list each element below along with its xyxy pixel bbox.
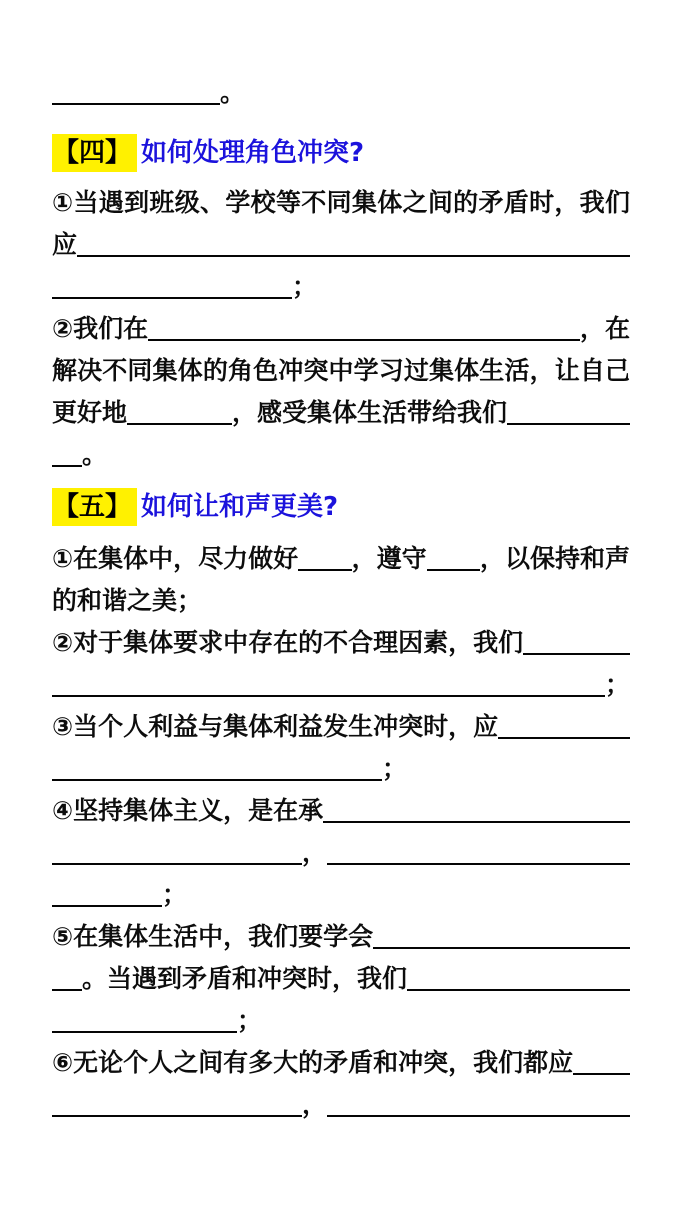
line-text: ， — [302, 838, 328, 867]
line-text: 应 — [52, 230, 78, 259]
line-text: ①当遇到班级、学校等不同集体之间的矛盾时，我们 — [52, 188, 630, 217]
section-tag-highlight: 【四】 — [52, 134, 137, 172]
section-header-4 — [52, 134, 630, 172]
fill-in-line — [52, 662, 630, 704]
blank-underline — [52, 863, 302, 865]
line-text: ，以保持和声 — [480, 544, 631, 573]
fill-in-line — [52, 432, 630, 474]
blank-underline — [52, 297, 292, 299]
line-text: 解决不同集体的角色冲突中学习过集体生活，让自己 — [52, 356, 630, 385]
section-tag-highlight: 【五】 — [52, 488, 137, 526]
section-title: 如何让和声更美? — [141, 492, 339, 522]
fill-in-line — [52, 1040, 630, 1082]
line-text: ③当个人利益与集体利益发生冲突时，应 — [52, 712, 499, 741]
blank-underline — [323, 821, 630, 823]
blank-underline — [407, 989, 630, 991]
fill-in-line — [52, 536, 630, 578]
blank-underline — [127, 423, 232, 425]
blank-underline — [52, 103, 220, 105]
blank-underline — [498, 737, 630, 739]
blank-underline — [77, 255, 630, 257]
fill-in-line — [52, 956, 630, 998]
line-text: ； — [382, 754, 408, 783]
fill-in-line — [52, 872, 630, 914]
blank-underline — [52, 779, 382, 781]
blank-underline — [507, 423, 630, 425]
fill-in-line — [52, 914, 630, 956]
line-text: 。当遇到矛盾和冲突时，我们 — [82, 964, 408, 993]
line-text: ②我们在 — [52, 314, 149, 343]
fill-in-line — [52, 578, 630, 620]
line-text: ⑥无论个人之间有多大的矛盾和冲突，我们都应 — [52, 1048, 574, 1077]
fill-in-line — [52, 830, 630, 872]
line-text: ； — [162, 880, 188, 909]
line-text: ，在 — [579, 314, 630, 343]
fill-in-line — [52, 390, 630, 432]
fill-in-line — [52, 306, 630, 348]
section-header-5 — [52, 488, 630, 526]
line-text: ； — [237, 1006, 263, 1035]
fill-in-line — [52, 620, 630, 662]
fill-in-line — [52, 348, 630, 390]
line-text: 的和谐之美； — [52, 586, 203, 615]
line-text: 。 — [220, 78, 246, 107]
blank-underline — [52, 1115, 302, 1117]
blank-underline — [52, 695, 605, 697]
line-text: ②对于集体要求中存在的不合理因素，我们 — [52, 628, 524, 657]
line-text: ①在集体中，尽力做好 — [52, 544, 299, 573]
blank-underline — [298, 569, 351, 571]
blank-underline — [52, 1031, 237, 1033]
blank-underline — [523, 653, 630, 655]
blank-underline — [148, 339, 580, 341]
line-text: ④坚持集体主义，是在承 — [52, 796, 324, 825]
line-text: ，感受集体生活带给我们 — [232, 398, 508, 427]
fill-in-line — [52, 788, 630, 830]
line-text: ， — [302, 1090, 328, 1119]
line-text: ； — [604, 670, 630, 699]
fill-in-line — [52, 1082, 630, 1124]
line-text: 更好地 — [52, 398, 128, 427]
line-text: ，遵守 — [351, 544, 427, 573]
intro-line-block — [52, 70, 630, 112]
fill-in-line — [52, 264, 630, 306]
line-text: ； — [292, 272, 318, 301]
section-4-body — [52, 180, 630, 474]
fill-in-line — [52, 70, 630, 112]
fill-in-line — [52, 746, 630, 788]
blank-underline — [52, 989, 82, 991]
blank-underline — [573, 1073, 630, 1075]
fill-in-line — [52, 998, 630, 1040]
section-title: 如何处理角色冲突? — [141, 138, 365, 168]
blank-underline — [373, 947, 630, 949]
line-text: ⑤在集体生活中，我们要学会 — [52, 922, 374, 951]
blank-underline — [52, 905, 162, 907]
fill-in-line — [52, 704, 630, 746]
fill-in-line — [52, 180, 630, 222]
blank-underline — [327, 1115, 630, 1117]
blank-underline — [327, 863, 630, 865]
fill-in-line — [52, 222, 630, 264]
blank-underline — [427, 569, 480, 571]
blank-underline — [52, 465, 82, 467]
line-text: 。 — [82, 440, 108, 469]
section-5-body — [52, 536, 630, 1124]
